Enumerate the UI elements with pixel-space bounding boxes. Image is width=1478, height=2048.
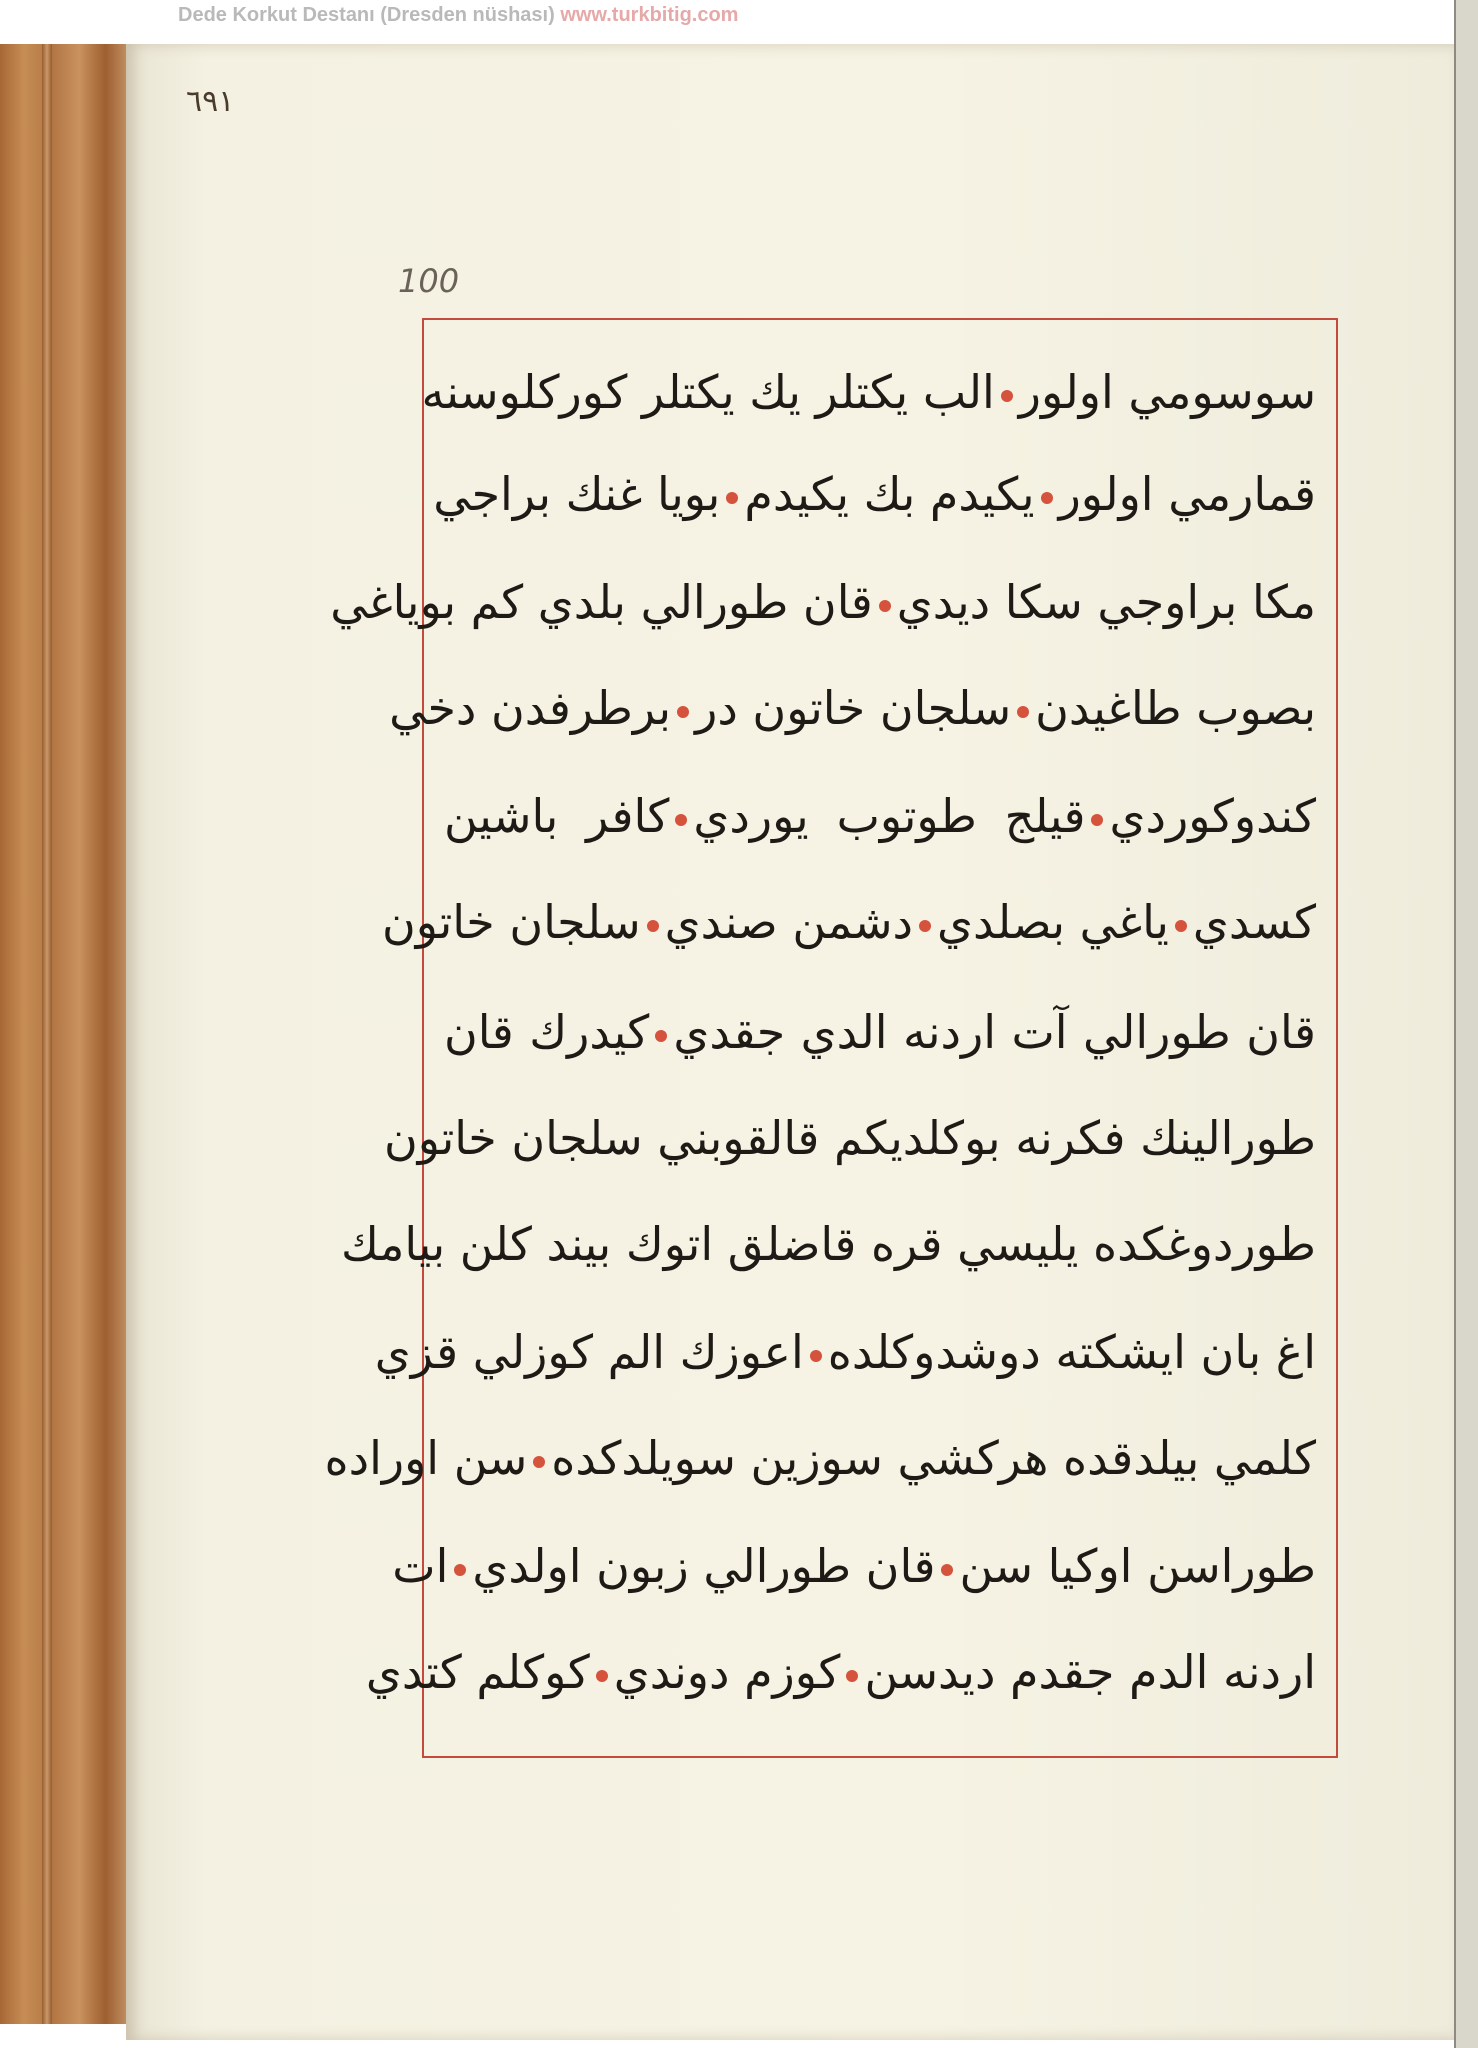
text-segment: كافر باشين [444,789,670,843]
red-punctuation-dot [596,1670,608,1682]
text-segment: يكيدم بك يكيدم [744,467,1035,521]
text-segment: دشمن صندي [664,895,913,949]
text-line [365,1620,1316,1724]
watermark-title: Dede Korkut Destanı (Dresden nüshası) [178,4,555,26]
red-punctuation-dot [846,1670,858,1682]
text-segment: كوكلم كتدي [365,1645,590,1699]
text-line [383,1086,1316,1190]
book-spine-edge [42,44,52,2024]
manuscript-text [324,330,1328,1750]
text-segment: سن اوراده [324,1431,528,1485]
text-line [389,656,1316,760]
red-punctuation-dot [919,920,931,932]
text-line [374,1300,1316,1404]
text-line [433,442,1316,546]
text-segment: كلمي بيلدقده هركشي سوزين سويلدكده [551,1431,1316,1485]
text-segment: مكا براوجي سكا ديدي [896,575,1316,629]
text-segment: بصوب طاغيدن [1035,681,1316,735]
text-line [330,550,1316,654]
text-segment: اردنه الدم جقدم ديدسن [864,1645,1316,1699]
text-segment: ات [392,1539,449,1593]
text-segment: طوردوغكده يليسي قره قاضلق اتوك بيند كلن بيامك [341,1217,1316,1271]
red-punctuation-dot [810,1350,822,1362]
next-page-edge [1454,0,1478,2048]
text-segment: سلجان خاتون [381,895,641,949]
watermark [178,4,738,27]
red-punctuation-dot [454,1564,466,1576]
text-segment: قمارمي اولور [1058,467,1316,521]
text-line [392,1514,1316,1618]
red-punctuation-dot [1175,920,1187,932]
text-segment: برطرفدن دخي [389,681,672,735]
text-line [341,1192,1316,1296]
text-segment: قيلج طوتوب يوردي [693,789,1086,843]
red-punctuation-dot [941,1564,953,1576]
red-punctuation-dot [655,1030,667,1042]
text-segment: قان طورالي زبون اولدي [472,1539,936,1593]
text-line [444,764,1316,868]
red-punctuation-dot [726,492,738,504]
red-punctuation-dot [1041,492,1053,504]
text-line [381,870,1316,974]
text-line [324,1406,1316,1510]
red-punctuation-dot [533,1456,545,1468]
book-cover [0,44,132,2024]
text-segment: بويا غنك براجي [433,467,721,521]
text-segment: سلجان خاتون در [695,681,1012,735]
text-segment: اعوزك الم كوزلي قزي [374,1325,804,1379]
watermark-url: www.turkbitig.com [560,4,739,26]
red-punctuation-dot [1017,706,1029,718]
text-segment: كوزم دوندي [613,1645,841,1699]
red-punctuation-dot [677,706,689,718]
text-segment: ياغي بصلدي [936,895,1169,949]
text-segment: كندوكوردي [1109,789,1316,843]
text-segment: قان طورالي بلدي كم بوياغي [330,575,873,629]
pencil-page-number: 100 [398,262,460,300]
text-line [421,340,1316,444]
red-punctuation-dot [675,814,687,826]
text-segment: كسدي [1192,895,1316,949]
text-segment: الب يكتلر يك يكتلر كوركلوسنه [421,365,995,419]
red-punctuation-dot [647,920,659,932]
text-segment: سوسومي اولور [1018,365,1316,419]
text-segment: قان طورالي آت اردنه الدي جقدي [673,1005,1316,1059]
text-segment: كيدرك قان [444,1005,650,1059]
folio-number: ١٩٦ [186,84,235,119]
text-segment: اغ بان ايشكته دوشدوكلده [827,1325,1316,1379]
text-line [444,980,1316,1084]
red-punctuation-dot [1091,814,1103,826]
red-punctuation-dot [1001,390,1013,402]
text-segment: طورالينك فكرنه بوكلديكم قالقوبني سلجان خاتون [383,1111,1316,1165]
text-segment: طوراسن اوكيا سن [959,1539,1316,1593]
red-punctuation-dot [879,600,891,612]
